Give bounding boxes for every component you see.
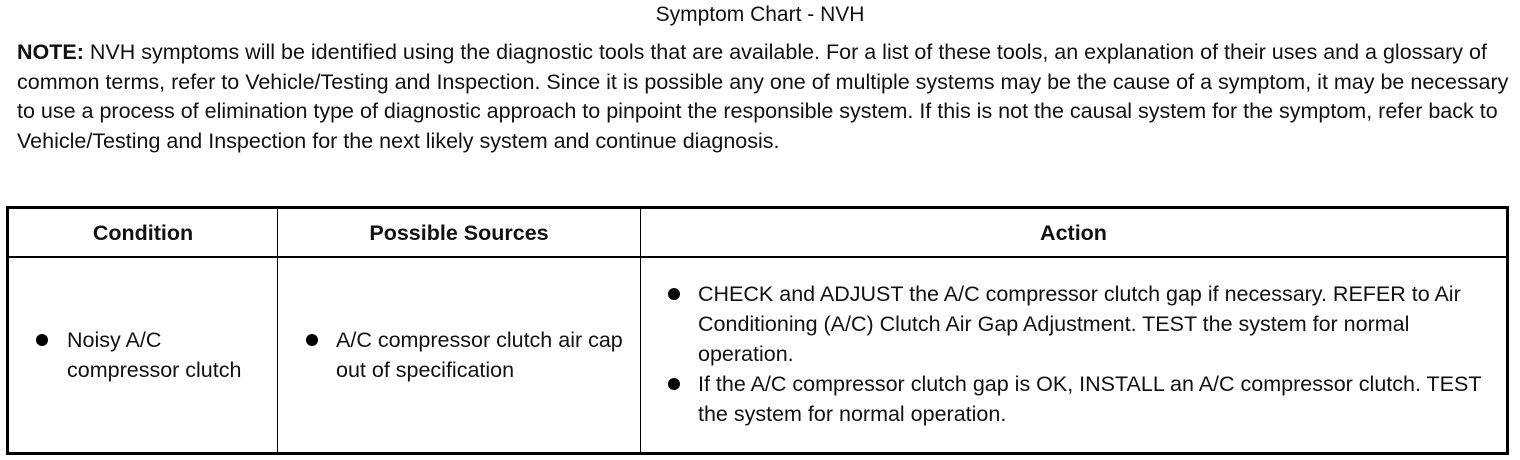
note-label: NOTE: (17, 40, 84, 64)
header-action: Action (641, 208, 1508, 258)
note-paragraph (17, 38, 1512, 156)
list-item (278, 325, 640, 385)
list-item (641, 279, 1506, 369)
list-item (641, 369, 1506, 429)
bullet-icon (306, 334, 318, 346)
note-text: NVH symptoms will be identified using the diagnostic tools that are available. For a list of these tools, an explanation of their uses and a glossary of common terms, refer to Vehicle/Testing and Inspection. Since it is possible any one of multiple systems may be the cause of a symptom, it may be necessary to use a process of elimination type of diagnostic approach to pinpoint the responsible system. If this is not the causal system for the symptom, refer back to Vehicle/Testing and Inspection for the next likely system and continue diagnosis. (17, 40, 1509, 153)
symptom-chart-table (6, 206, 1509, 455)
header-condition: Condition (8, 208, 278, 258)
source-text: A/C compressor clutch air cap out of specification (336, 328, 623, 382)
sources-list (278, 325, 640, 385)
table-row (8, 257, 1508, 454)
page-title: Symptom Chart - NVH (655, 3, 865, 26)
header-possible-sources: Possible Sources (278, 208, 641, 258)
bullet-icon (36, 334, 48, 346)
action-cell (641, 257, 1508, 454)
condition-text: Noisy A/C compressor clutch (67, 328, 242, 382)
list-item (9, 325, 277, 385)
condition-cell (8, 257, 278, 454)
condition-list (9, 325, 277, 385)
action-text-2: If the A/C compressor clutch gap is OK, INSTALL an A/C compressor clutch. TEST the system for normal operation. (698, 372, 1482, 426)
table-header-row (8, 208, 1508, 258)
bullet-icon (668, 378, 680, 390)
action-list (641, 279, 1506, 429)
action-text-1: CHECK and ADJUST the A/C compressor clutch gap if necessary. REFER to Air Conditioning (A/C) Clutch Air Gap Adjustment. TEST the system for normal operation. (698, 282, 1461, 366)
bullet-icon (668, 288, 680, 300)
possible-sources-cell (278, 257, 641, 454)
